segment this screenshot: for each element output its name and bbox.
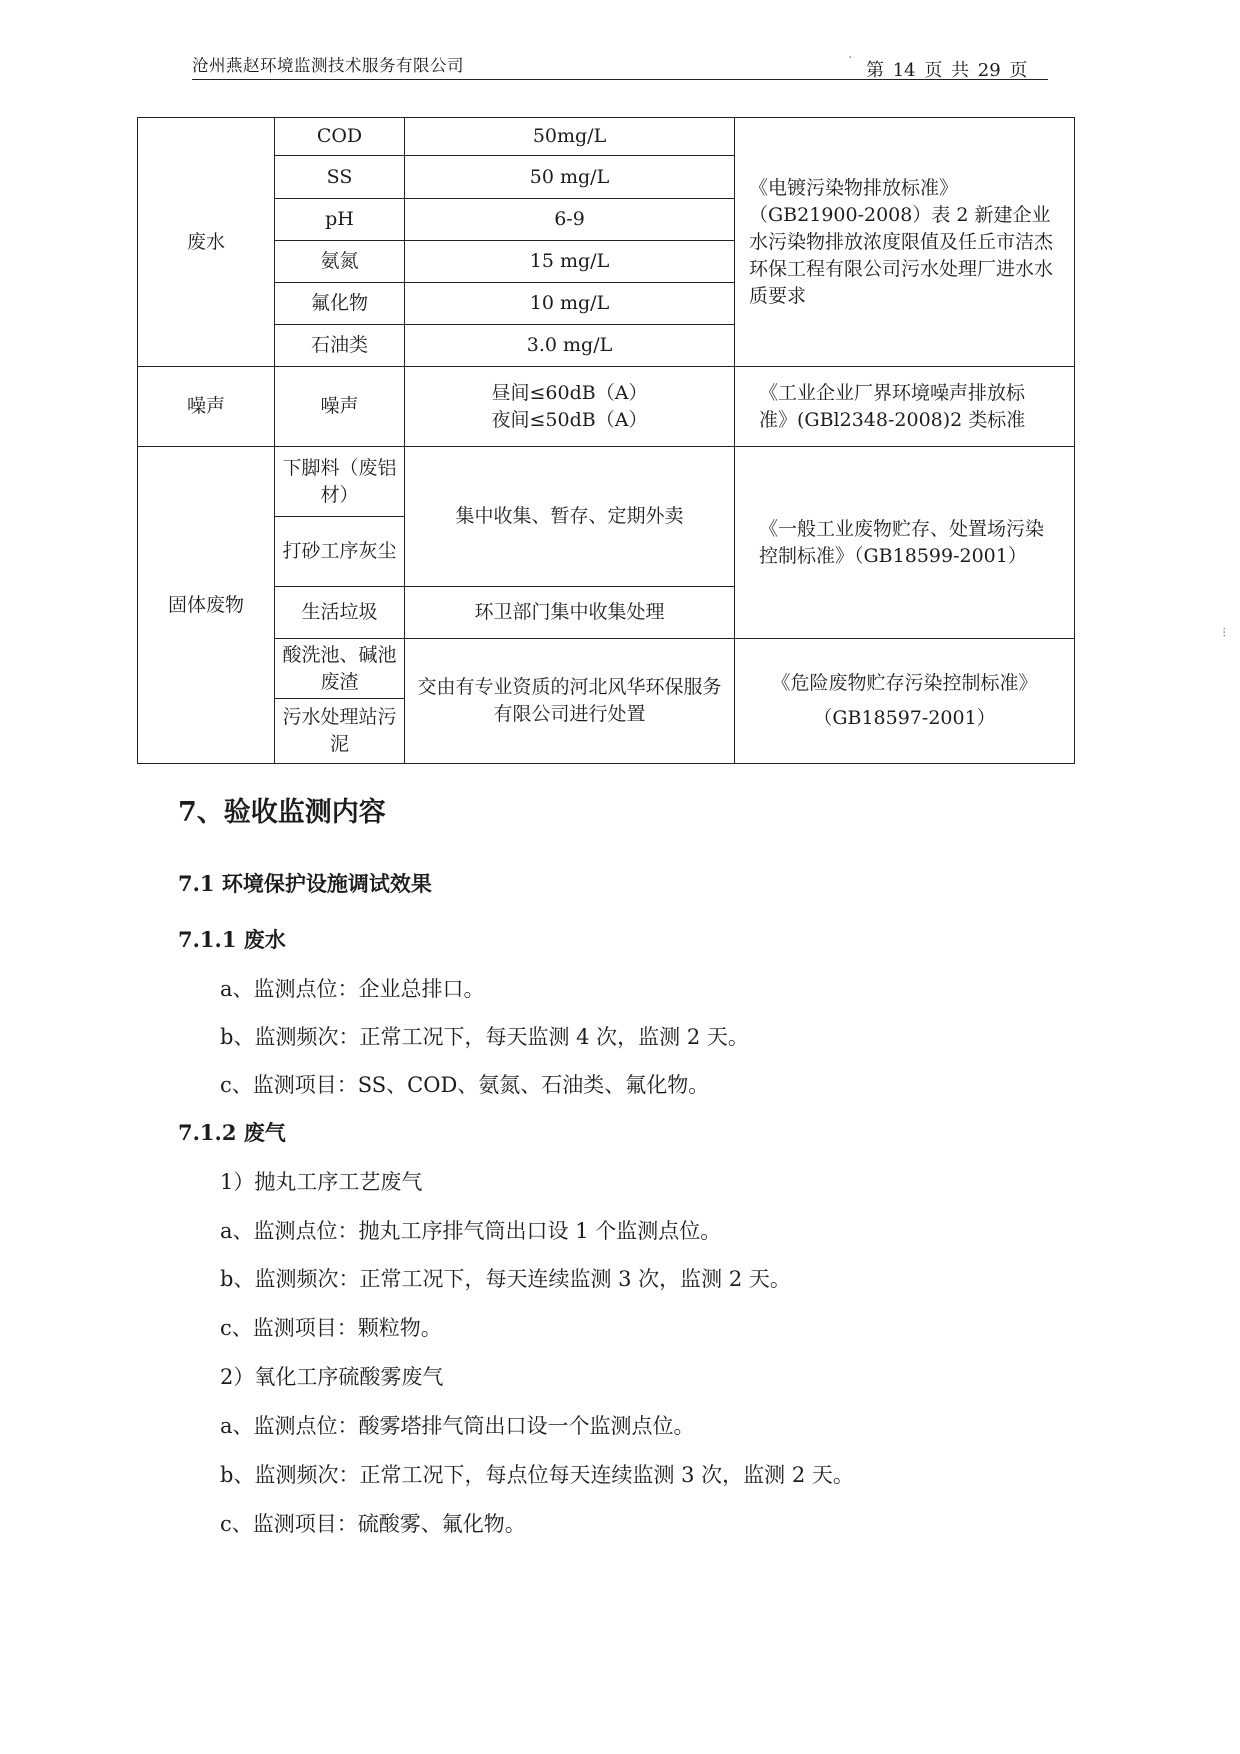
noise-limit-cell — [405, 367, 735, 447]
category-solid: 固体废物 — [138, 447, 275, 764]
measure-cell: 环卫部门集中收集处理 — [405, 587, 735, 639]
limit-cell: 6-9 — [405, 199, 735, 241]
text-line: a、监测点位：抛丸工序排气筒出口设 1 个监测点位。 — [220, 1219, 722, 1243]
text-line: a、监测点位：企业总排口。 — [220, 977, 485, 1001]
section-7-1-2-heading: 7.1.2 废气 — [178, 1120, 286, 1145]
standard-hazardous-title: 《危险废物贮存污染控制标准》 — [771, 672, 1038, 694]
item-cell: pH — [275, 199, 405, 241]
header-page-info: 第 14 页 共 29 页 — [866, 60, 1028, 81]
text-line: b、监测频次：正常工况下，每天连续监测 3 次，监测 2 天。 — [220, 1267, 791, 1291]
item-cell: 石油类 — [275, 325, 405, 367]
item-cell: 氨氮 — [275, 241, 405, 283]
text-line: 1）抛丸工序工艺废气 — [220, 1170, 423, 1194]
text-line: b、监测频次：正常工况下，每点位每天连续监测 3 次，监测 2 天。 — [220, 1463, 854, 1487]
text-line: c、监测项目：颗粒物。 — [220, 1316, 442, 1340]
section-7-heading: 7、验收监测内容 — [178, 797, 386, 828]
text-line: c、监测项目：硫酸雾、氟化物。 — [220, 1512, 526, 1536]
text-line: a、监测点位：酸雾塔排气筒出口设一个监测点位。 — [220, 1414, 695, 1438]
item-cell: 氟化物 — [275, 283, 405, 325]
table-row — [138, 367, 1075, 447]
noise-limit-night: 夜间≤50dB（A） — [491, 408, 648, 431]
table-row — [138, 447, 1075, 517]
header-company: 沧州燕赵环境监测技术服务有限公司 — [192, 56, 464, 75]
text-line: c、监测项目：SS、COD、氨氮、石油类、氟化物。 — [220, 1073, 710, 1097]
item-cell: 酸洗池、碱池废渣 — [275, 639, 405, 699]
item-cell: SS — [275, 156, 405, 199]
item-cell: 污水处理站污泥 — [275, 699, 405, 764]
standard-solid-hazardous — [735, 639, 1075, 764]
standard-solid-general: 《一般工业废物贮存、处置场污染控制标准》（GB18599-2001） — [735, 447, 1075, 639]
section-7-1-heading: 7.1 环境保护设施调试效果 — [178, 871, 432, 896]
text-line: 2）氧化工序硫酸雾废气 — [220, 1365, 444, 1389]
category-wastewater: 废水 — [138, 118, 275, 367]
section-7-1-1-heading: 7.1.1 废水 — [178, 927, 286, 952]
standard-noise: 《工业企业厂界环境噪声排放标准》(GBl2348-2008)2 类标准 — [735, 367, 1075, 447]
standard-wastewater: 《电镀污染物排放标准》（GB21900-2008）表 2 新建企业水污染物排放浓度限值及任丘市洁杰环保工程有限公司污水处理厂进水水质要求 — [735, 118, 1075, 367]
item-cell: 生活垃圾 — [275, 587, 405, 639]
text-line: b、监测频次：正常工况下，每天监测 4 次，监测 2 天。 — [220, 1025, 749, 1049]
measure-cell: 集中收集、暂存、定期外卖 — [405, 447, 735, 587]
scan-mark: ⁝ — [1222, 625, 1227, 641]
category-noise: 噪声 — [138, 367, 275, 447]
item-cell: 打砂工序灰尘 — [275, 517, 405, 587]
measure-cell: 交由有专业资质的河北风华环保服务有限公司进行处置 — [405, 639, 735, 764]
limit-cell: 15 mg/L — [405, 241, 735, 283]
scan-mark: · — [848, 50, 853, 66]
header-rule — [192, 79, 1048, 80]
item-cell: 噪声 — [275, 367, 405, 447]
table-row — [138, 118, 1075, 156]
noise-limit-day: 昼间≤60dB（A） — [491, 381, 648, 404]
item-cell: COD — [275, 118, 405, 156]
limit-cell: 50mg/L — [405, 118, 735, 156]
limit-cell: 3.0 mg/L — [405, 325, 735, 367]
item-cell: 下脚料（废铝材） — [275, 447, 405, 517]
standards-table — [137, 117, 1075, 764]
limit-cell: 50 mg/L — [405, 156, 735, 199]
standard-hazardous-code: （GB18597-2001） — [813, 707, 996, 729]
table-row — [138, 639, 1075, 699]
limit-cell: 10 mg/L — [405, 283, 735, 325]
